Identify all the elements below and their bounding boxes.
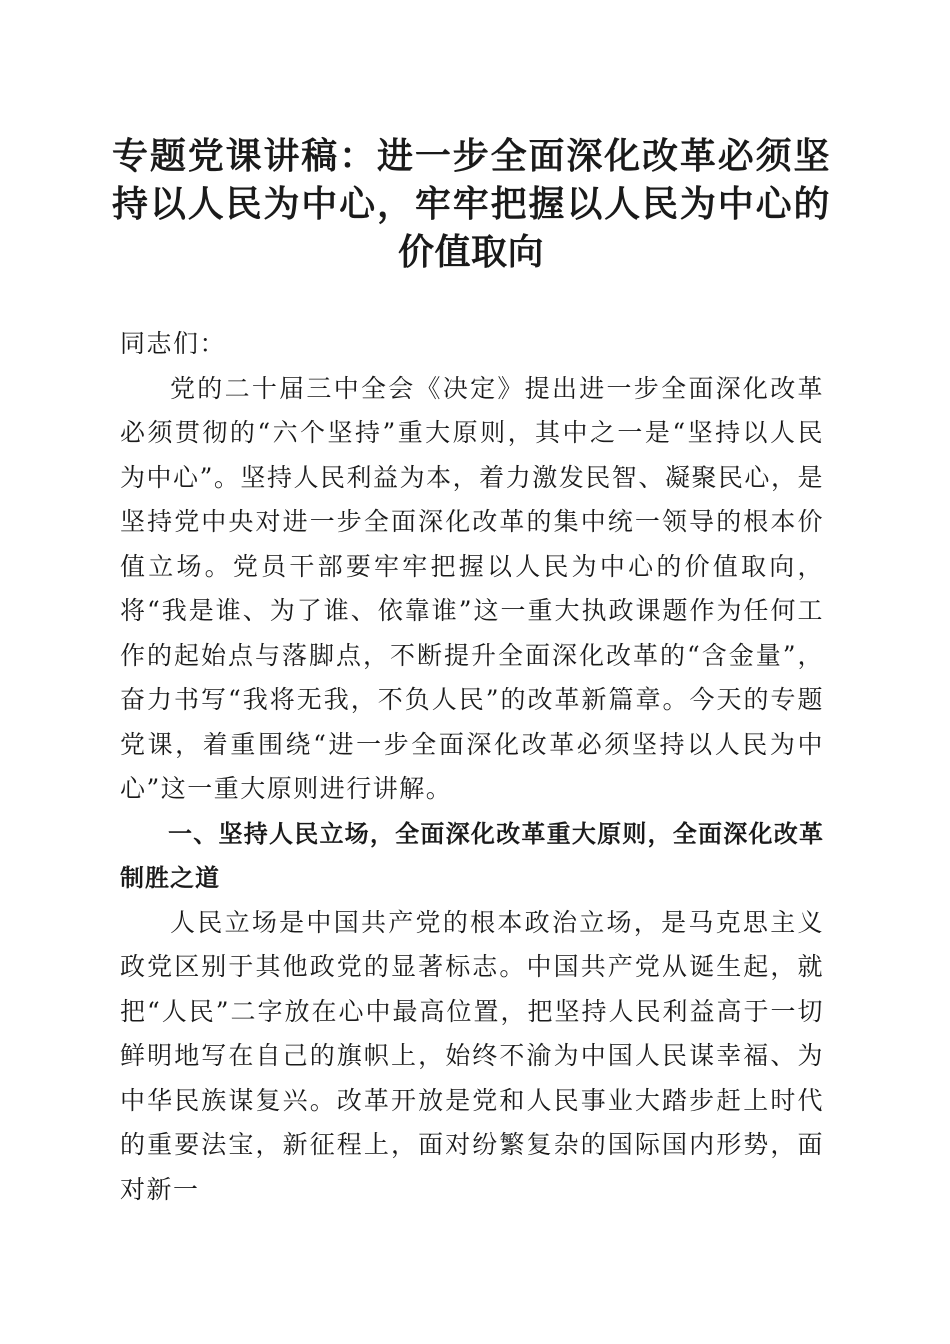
document-body — [120, 322, 824, 1212]
section-paragraph: 人民立场是中国共产党的根本政治立场，是马克思主义政党区别于其他政党的显著标志。中国共产党从诞生起，就把“人民”二字放在心中最高位置，把坚持人民利益高于一切鲜明地写在自己的旗帜上，始终不渝为中国人民谋幸福、为中华民族谋复兴。改革开放是党和人民事业大踏步赶上时代的重要法宝，新征程上，面对纷繁复杂的国际国内形势，面对新一 — [120, 907, 824, 1204]
document-title: 专题党课讲稿：进一步全面深化改革必须坚持以人民为中心，牢牢把握以人民为中心的价值取向 — [112, 135, 830, 273]
section-heading: 一、坚持人民立场，全面深化改革重大原则，全面深化改革制胜之道 — [120, 819, 824, 892]
intro-paragraph: 党的二十届三中全会《决定》提出进一步全面深化改革必须贯彻的“六个坚持”重大原则，其中之一是“坚持以人民为中心”。坚持人民利益为本，着力激发民智、凝聚民心，是坚持党中央对进一步全面深化改革的集中统一领导的根本价值立场。党员干部要牢牢把握以人民为中心的价值取向，将“我是谁、为了谁、依靠谁”这一重大执政课题作为任何工作的起始点与落脚点，不断提升全面深化改革的“含金量”，奋力书写“我将无我，不负人民”的改革新篇章。今天的专题党课，着重围绕“进一步全面深化改革必须坚持以人民为中心”这一重大原则进行讲解。 — [120, 373, 824, 803]
salutation: 同志们： — [120, 329, 227, 358]
